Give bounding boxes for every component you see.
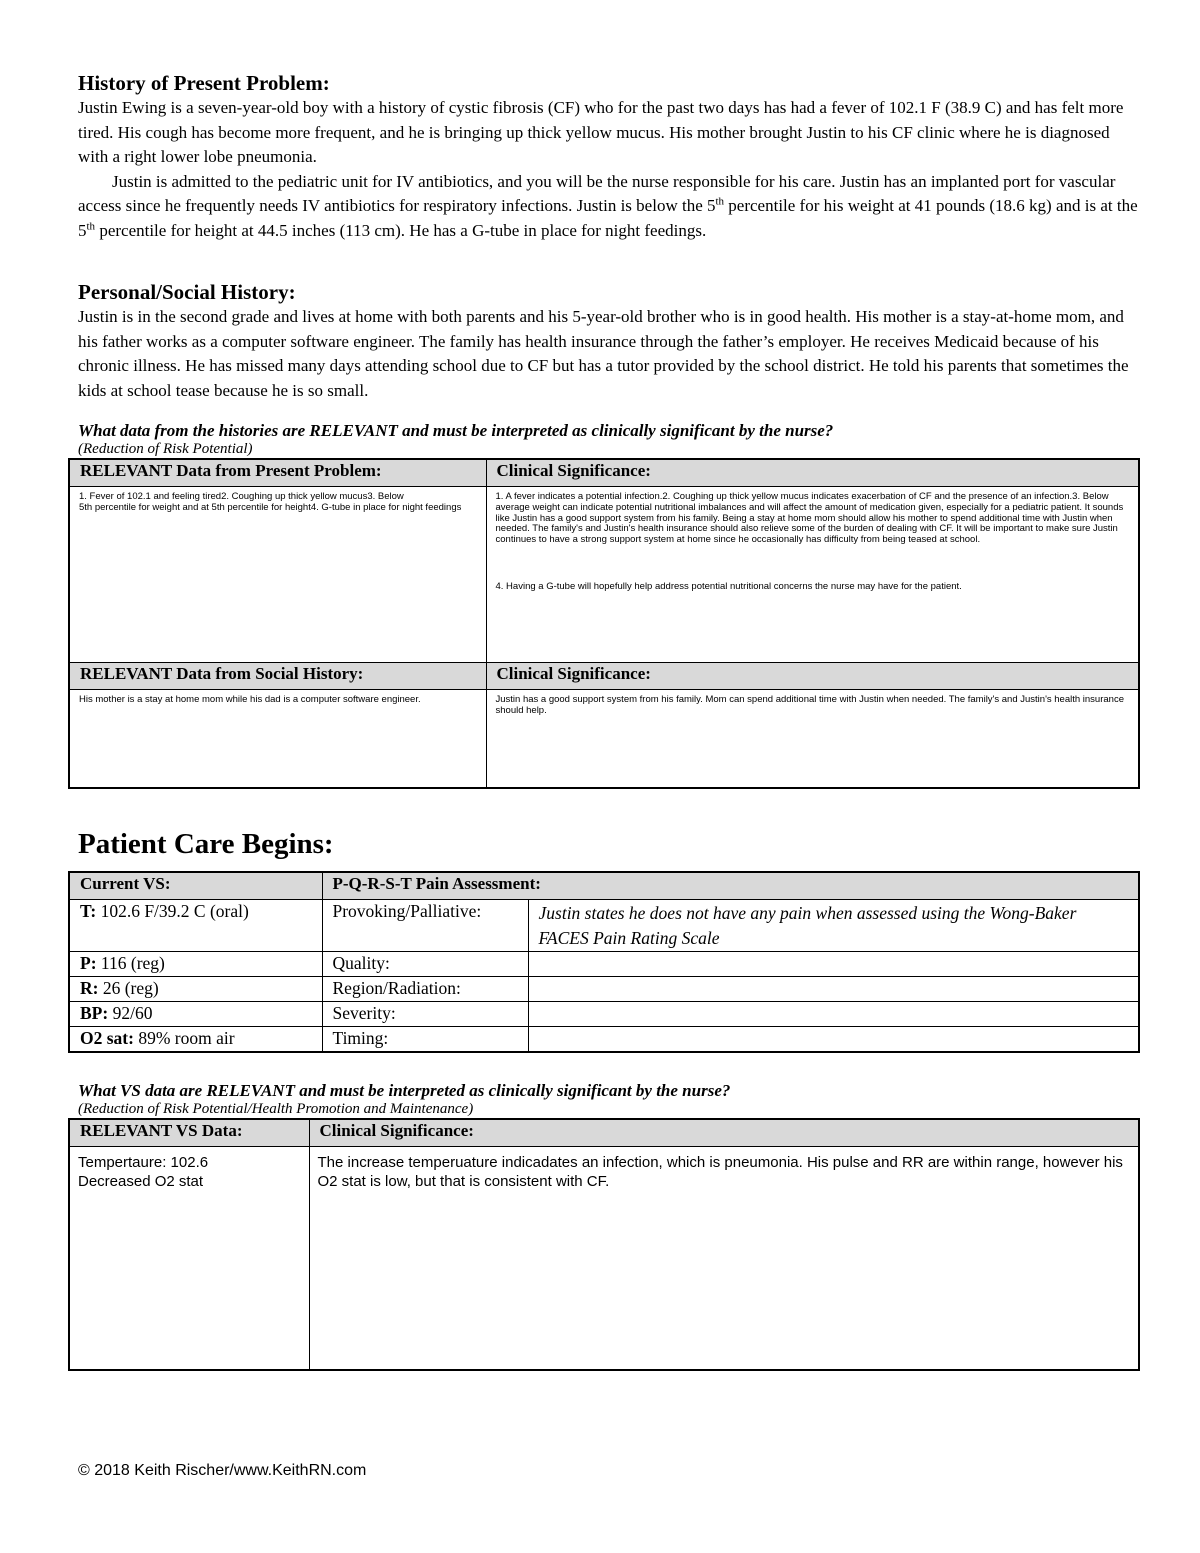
social-significance-header: Clinical Significance: (486, 663, 1139, 690)
pain-label: Provoking/Palliative: (322, 899, 528, 951)
social-data-header: RELEVANT Data from Social History: (69, 663, 486, 690)
vs-pulse (69, 951, 322, 976)
vs-label: O2 sat: (80, 1028, 134, 1048)
current-vs-header: Current VS: (69, 872, 322, 900)
vs-oxygen-saturation (69, 1026, 322, 1052)
present-data-header: RELEVANT Data from Present Problem: (69, 459, 486, 487)
present-data-cell[interactable]: 1. Fever of 102.1 and feeling tired2. Coughing up thick yellow mucus3. Below 5th percentile for weight and at 5th percentile for height4. G-tube in place for night feedings (69, 487, 486, 663)
superscript-th: th (86, 219, 96, 232)
present-significance-text: 1. A fever indicates a potential infection.2. Coughing up thick yellow mucus indicates exacerbation of CF and the presence of an infection.3. Below average weight can indicate potential nutritional imbalances and will affect the amount of medication given, especially for a pediatric patient. It sounds like Justin has a good support system from his family. Being a stay at home mom should allow his mother to spend additional time with Justin when needed. The family's and Justin's health insurance should also relieve some of the burden of dealing with CF. It will be important to make sure Justin continues to have a strong support system at home since he occasionally has difficulty from being teased at school. (495, 491, 1124, 546)
history-question: What data from the histories are RELEVANT and must be interpreted as clinically significant by the nurse? (78, 421, 834, 440)
history-heading: History of Present Problem: (78, 71, 330, 95)
social-significance-cell[interactable]: Justin has a good support system from his family. Mom can spend additional time with Justin when needed. The family's and Justin's health insurance should help. (486, 690, 1139, 788)
history-paragraph-1: Justin Ewing is a seven-year-old boy with a history of cystic fibrosis (CF) who for the past two days has had a fever of 102.1 F (38.9 C) and has felt more tired. His cough has become more frequent, and he is bringing up thick yellow mucus. His mother brought Justin to his CF clinic where he is diagnosed with a right lower lobe pneumonia. (78, 98, 1124, 166)
histories-relevance-table (68, 458, 1140, 789)
history-p2-part-c: percentile for height at 44.5 inches (113 cm). He has a G-tube in place for night feedings. (95, 220, 707, 240)
social-heading: Personal/Social History: (78, 280, 296, 304)
vs-value: 116 (reg) (96, 953, 165, 973)
history-paragraph-2 (78, 170, 1140, 244)
pain-value[interactable] (528, 976, 1139, 1001)
history-question-subtitle: (Reduction of Risk Potential) (78, 441, 253, 457)
vs-value: 89% room air (133, 1028, 235, 1048)
pain-value[interactable] (528, 1026, 1139, 1052)
vs-label: T: (80, 900, 97, 921)
vs-data-header: RELEVANT VS Data: (69, 1119, 309, 1147)
vs-relevance-table (68, 1118, 1140, 1372)
history-p2-part-b: percentile for his weight at 41 pounds (18.6 kg) and is at the 5 (78, 196, 1138, 240)
pain-value[interactable] (528, 1001, 1139, 1026)
present-significance-header: Clinical Significance: (486, 459, 1139, 487)
vs-value: 102.6 F/39.2 C (oral) (96, 900, 249, 921)
pain-label: Severity: (322, 1001, 528, 1026)
history-p2-part-a: Justin is admitted to the pediatric unit for IV antibiotics, and you will be the nurse responsible for his care. Justin has an implanted port for vascular access since he frequently needs IV antibiotics for respiratory infections. Justin is below the 5 (78, 171, 1116, 215)
pain-label: Region/Radiation: (322, 976, 528, 1001)
pain-value[interactable] (528, 951, 1139, 976)
worksheet-page (78, 70, 1140, 1371)
vs-data-cell[interactable]: Tempertaure: 102.6 Decreased O2 stat (69, 1146, 309, 1370)
vs-significance-cell[interactable]: The increase temperuature indicadates an infection, which is pneumonia. His pulse and RR are within range, however his O2 stat is low, but that is consistent with CF. (309, 1146, 1139, 1370)
patient-care-heading: Patient Care Begins: (78, 827, 334, 860)
vs-label: BP: (80, 1003, 109, 1023)
copyright-footer: © 2018 Keith Rischer/www.KeithRN.com (78, 1462, 367, 1479)
pain-label: Timing: (322, 1026, 528, 1052)
vs-value: 26 (reg) (98, 978, 159, 998)
vs-significance-header: Clinical Significance: (309, 1119, 1139, 1147)
vs-temperature (69, 899, 322, 951)
present-significance-cell[interactable] (486, 487, 1139, 663)
present-significance-text-4: 4. Having a G-tube will hopefully help address potential nutritional concerns the nurse may have for the patient. (495, 580, 962, 592)
superscript-th: th (715, 195, 725, 208)
pain-assessment-header: P-Q-R-S-T Pain Assessment: (322, 872, 1139, 900)
vs-value: 92/60 (108, 1003, 153, 1023)
pain-value[interactable]: Justin states he does not have any pain when assessed using the Wong-Baker FACES Pain Rating Scale (528, 899, 1139, 951)
pain-label: Quality: (322, 951, 528, 976)
social-paragraph: Justin is in the second grade and lives at home with both parents and his 5-year-old brother who is in good health. His mother is a stay-at-home mom, and his father works as a computer software engineer. The family has health insurance through the father’s employer. He receives Medicaid because of his chronic illness. He has missed many days attending school due to CF but has a tutor provided by the school district. He told his parents that sometimes the kids at school tease because he is so small. (78, 307, 1129, 400)
vs-question: What VS data are RELEVANT and must be interpreted as clinically significant by the nurse? (78, 1080, 731, 1100)
vs-respirations (69, 976, 322, 1001)
vs-question-subtitle: (Reduction of Risk Potential/Health Promotion and Maintenance) (78, 1100, 474, 1117)
vs-label: R: (80, 978, 99, 998)
vs-blood-pressure (69, 1001, 322, 1026)
vital-signs-table (68, 871, 1140, 1053)
vs-label: P: (80, 953, 97, 973)
social-data-cell[interactable]: His mother is a stay at home mom while his dad is a computer software engineer. (69, 690, 486, 788)
